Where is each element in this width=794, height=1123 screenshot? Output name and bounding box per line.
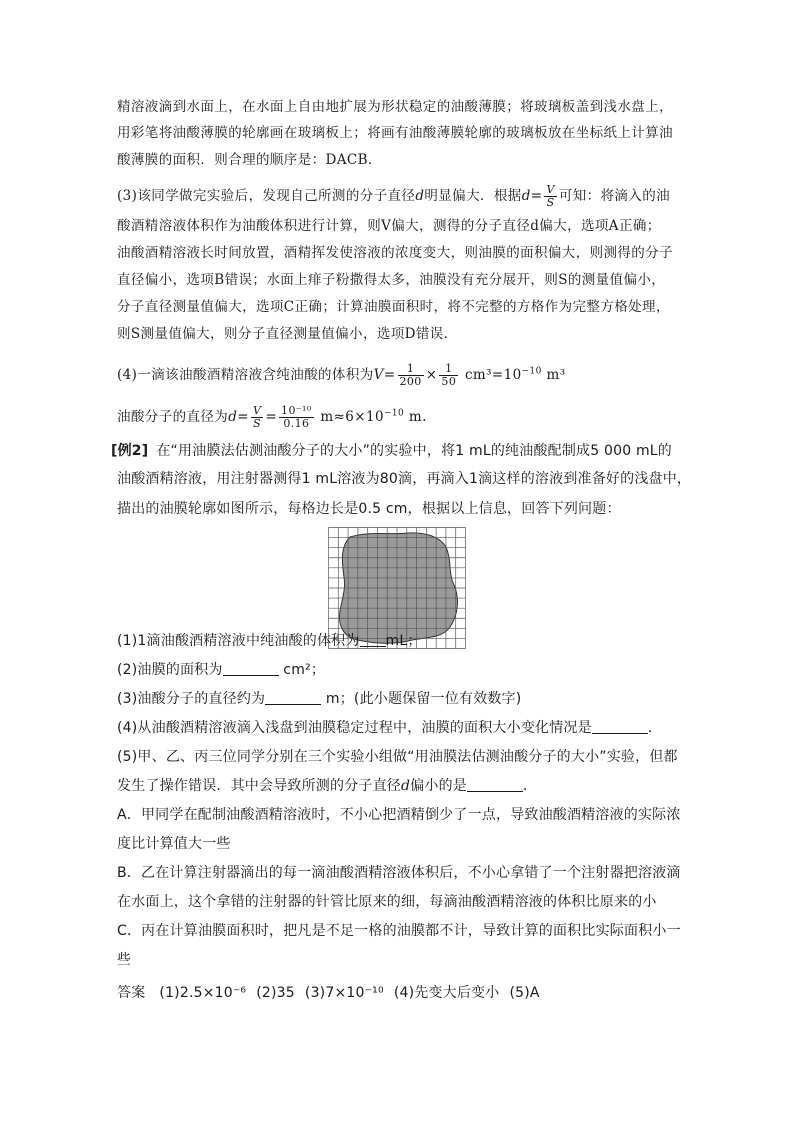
text: 发生了操作错误．其中会导致所测的分子直径 (117, 778, 401, 794)
solution-line-1: 精溶液滴到水面上，在水面上自由地扩展为形状稳定的油酸薄膜；将玻璃板盖到浅水盘上， (117, 99, 673, 115)
option-c-line-2: 些 (117, 952, 132, 968)
text: 偏小的是 (410, 778, 467, 794)
var-d: d (415, 188, 425, 204)
denominator: S (544, 196, 556, 209)
answer-blank-1[interactable] (360, 632, 386, 647)
denominator: 200 (399, 375, 422, 388)
text: (4)一滴该油酸酒精溶液含纯油酸的体积为 (117, 367, 374, 383)
option-b-line-1: B．乙在计算注射器滴出的每一滴油酸酒精溶液体积后，不小心拿错了一个注射器把溶液滴 (117, 865, 681, 881)
text: cm³=10 (464, 367, 522, 383)
text: ． (647, 720, 663, 736)
text: (3)油酸分子的直径约为 (117, 691, 266, 707)
var-d: d (521, 188, 531, 204)
answer-1: (1)2.5×10⁻⁶ (159, 985, 247, 1001)
fraction-1e-10-over-016 (279, 405, 314, 430)
text: (1)1滴油酸酒精溶液中纯油酸的体积为 (117, 633, 360, 649)
option-c-line-1: C．丙在计算油膜面积时，把凡是不足一格的油膜都不计，导致计算的面积比实际面积小一 (117, 923, 681, 939)
text: 可知：将滴入的油 (558, 188, 671, 204)
fraction-v-over-s (251, 405, 263, 430)
equals: = (265, 409, 278, 425)
answer-2: (2)35 (256, 985, 295, 1001)
text: ． (522, 778, 538, 794)
question-3 (117, 690, 521, 708)
text: 明显偏大．根据 (424, 188, 522, 204)
unit: m. (408, 409, 427, 425)
denominator: S (251, 417, 263, 430)
solution-part3-line-6: 则S测量值偏大，则分子直径测量值偏小，选项D错误． (117, 326, 458, 342)
solution-part3-line-4: 直径偏小，选项B错误；水面上痱子粉撒得太多，油膜没有充分展开，则S的测量值偏小， (117, 272, 666, 288)
fraction-1-50 (439, 363, 458, 388)
answer-blank-4[interactable] (592, 719, 648, 734)
text: (2)油膜的面积为 (117, 662, 223, 678)
var-d: d (401, 778, 411, 794)
solution-part3-line-1 (117, 184, 670, 209)
solution-line-2: 用彩笔将油酸薄膜的轮廓画在玻璃板上；将画有油酸薄膜轮廓的玻璃板放在坐标纸上计算油 (117, 125, 673, 141)
var-d: d (228, 409, 238, 425)
denominator: 0.16 (279, 417, 314, 430)
solution-part4-line (117, 363, 566, 388)
numerator: V (252, 404, 262, 417)
solution-part3-line-5: 分子直径测量值偏大，选项C正确；计算油膜面积时，将不完整的方格作为完整方格处理， (117, 299, 670, 315)
text: cm²； (283, 662, 326, 678)
option-a-line-2: 度比计算值大一些 (117, 836, 231, 852)
text: (4)从油酸酒精溶液滴入浅盘到油膜稳定过程中，油膜的面积大小变化情况是 (117, 720, 592, 736)
answer-blank-5[interactable] (467, 777, 523, 792)
answer-4: (4)先变大后变小 (393, 985, 500, 1001)
fraction-v-over-s (544, 184, 556, 209)
text: 在“用油膜法估测油酸分子的大小”的实验中，将1 mL的纯油酸配制成5 000 mL的 (156, 443, 673, 459)
times: × (425, 367, 438, 383)
answer-5: (5)A (509, 985, 540, 1001)
answer-blank-3[interactable] (265, 690, 321, 705)
numerator: 10⁻¹⁰ (281, 404, 312, 417)
numerator: V (546, 183, 555, 196)
solution-part5-line (117, 405, 427, 430)
text: 油酸分子的直径为 (117, 409, 229, 425)
denominator: 50 (441, 375, 457, 388)
answer-3: (3)7×10⁻¹⁰ (304, 985, 384, 1001)
question-1 (117, 632, 422, 650)
numerator: 1 (406, 362, 415, 375)
text: mL； (385, 633, 422, 649)
oil-film-grid-figure (328, 527, 466, 649)
answer-line (117, 984, 550, 1002)
text: (3)该同学做完实验后，发现自己所测的分子直径 (117, 188, 416, 204)
option-b-line-2: 在水面上，这个拿错的注射器的针管比原来的细，每滴油酸酒精溶液的体积比原来的小 (117, 894, 657, 910)
equals: = (530, 188, 543, 204)
option-a-line-1: A．甲同学在配制油酸酒精溶液时，不小心把酒精倒少了一点，导致油酸酒精溶液的实际浓 (117, 807, 681, 823)
exponent: −10 (521, 366, 542, 377)
answer-label: 答案 (117, 985, 146, 1001)
unit: m³ (546, 367, 566, 383)
exponent: −10 (383, 408, 405, 419)
example-line-1 (111, 442, 672, 460)
question-2 (117, 661, 325, 679)
equals: = (383, 367, 396, 383)
example-line-3: 描出的油膜轮廓如图所示，每格边长是0.5 cm，根据以上信息，回答下列问题： (117, 501, 621, 517)
answer-blank-2[interactable] (223, 661, 279, 676)
solution-line-3: 酸薄膜的面积．则合理的顺序是：DACB. (117, 152, 373, 168)
solution-part3-line-3: 油酸酒精溶液长时间放置，酒精挥发使溶液的浓度变大，则油膜的面积偏大，则测得的分子 (117, 245, 673, 261)
solution-part3-line-2: 酸酒精溶液体积作为油酸体积进行计算，则V偏大，测得的分子直径d偏大，选项A正确； (117, 218, 661, 234)
var-v: V (373, 367, 384, 383)
text: m≈6×10 (320, 409, 384, 425)
example-tag: [例2] (111, 443, 149, 459)
example-line-2: 油酸酒精溶液，用注射器测得1 mL溶液为80滴，再滴入1滴这样的溶液到准备好的浅盘中， (117, 471, 692, 487)
question-4 (117, 719, 662, 737)
fraction-1-200 (398, 363, 424, 388)
equals: = (237, 409, 249, 425)
question-5-line-2 (117, 777, 537, 795)
numerator: 1 (445, 362, 453, 375)
question-5-line-1: (5)甲、乙、丙三位同学分别在三个实验小组做“用油膜法估测油酸分子的大小”实验，但都 (117, 749, 678, 765)
text: m；(此小题保留一位有效数字) (325, 691, 522, 707)
